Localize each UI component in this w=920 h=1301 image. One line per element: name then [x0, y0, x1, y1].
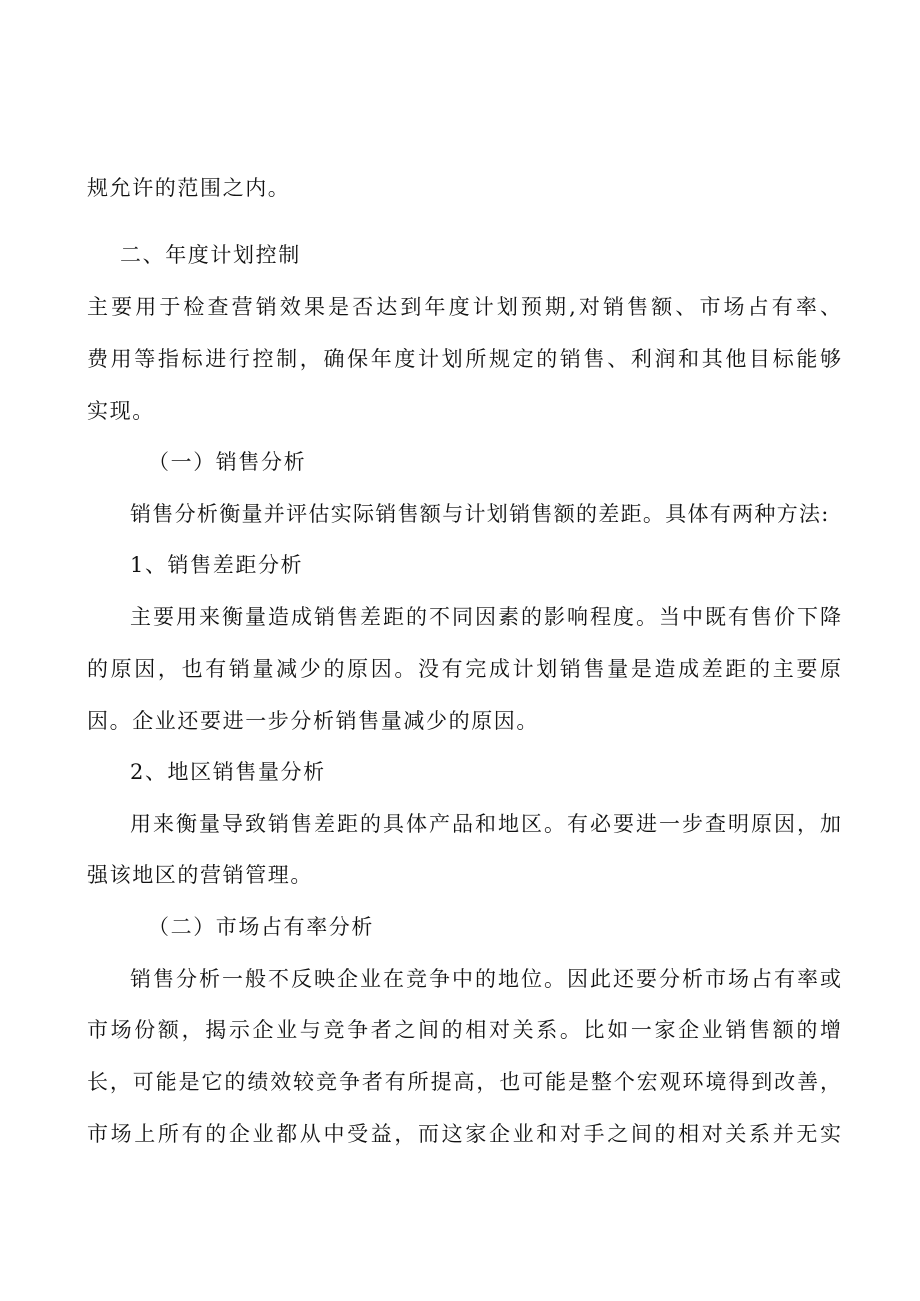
subsection-heading-market-share-analysis: （二）市场占有率分析: [148, 915, 374, 939]
sales-gap-paragraph-line-1: 主要用来衡量造成销售差距的不同因素的影响程度。当中既有售价下降: [130, 605, 841, 629]
sales-analysis-paragraph: 销售分析衡量并评估实际销售额与计划销售额的差距。具体有两种方法:: [130, 502, 830, 526]
market-share-paragraph-line-3: 长，可能是它的绩效较竞争者有所提高，也可能是整个宏观环境得到改善，: [87, 1070, 841, 1094]
market-share-paragraph-line-4: 市场上所有的企业都从中受益，而这家企业和对手之间的相对关系并无实: [87, 1122, 841, 1146]
item-heading-regional-sales-analysis: 2、地区销售量分析: [130, 760, 326, 784]
section-heading-annual-plan-control: 二、年度计划控制: [120, 243, 301, 267]
intro-paragraph-line-1: 主要用于检查营销效果是否达到年度计划预期,对销售额、市场占有率、: [87, 295, 841, 319]
regional-sales-paragraph-line-1: 用来衡量导致销售差距的具体产品和地区。有必要进一步查明原因，加: [130, 812, 841, 836]
continued-paragraph-fragment: 规允许的范围之内。: [87, 176, 291, 200]
sales-gap-paragraph-line-3: 因。企业还要进一步分析销售量减少的原因。: [87, 709, 539, 733]
intro-paragraph-line-3: 实现。: [87, 399, 155, 423]
subsection-heading-sales-analysis: （一）销售分析: [148, 450, 307, 474]
regional-sales-paragraph-line-2: 强该地区的营销管理。: [87, 863, 313, 887]
market-share-paragraph-line-2: 市场份额，揭示企业与竞争者之间的相对关系。比如一家企业销售额的增: [87, 1018, 841, 1042]
item-heading-sales-gap-analysis: 1、销售差距分析: [130, 553, 304, 577]
market-share-paragraph-line-1: 销售分析一般不反映企业在竞争中的地位。因此还要分析市场占有率或: [130, 967, 841, 991]
intro-paragraph-line-2: 费用等指标进行控制，确保年度计划所规定的销售、利润和其他目标能够: [87, 347, 841, 371]
sales-gap-paragraph-line-2: 的原因，也有销量减少的原因。没有完成计划销售量是造成差距的主要原: [87, 657, 841, 681]
